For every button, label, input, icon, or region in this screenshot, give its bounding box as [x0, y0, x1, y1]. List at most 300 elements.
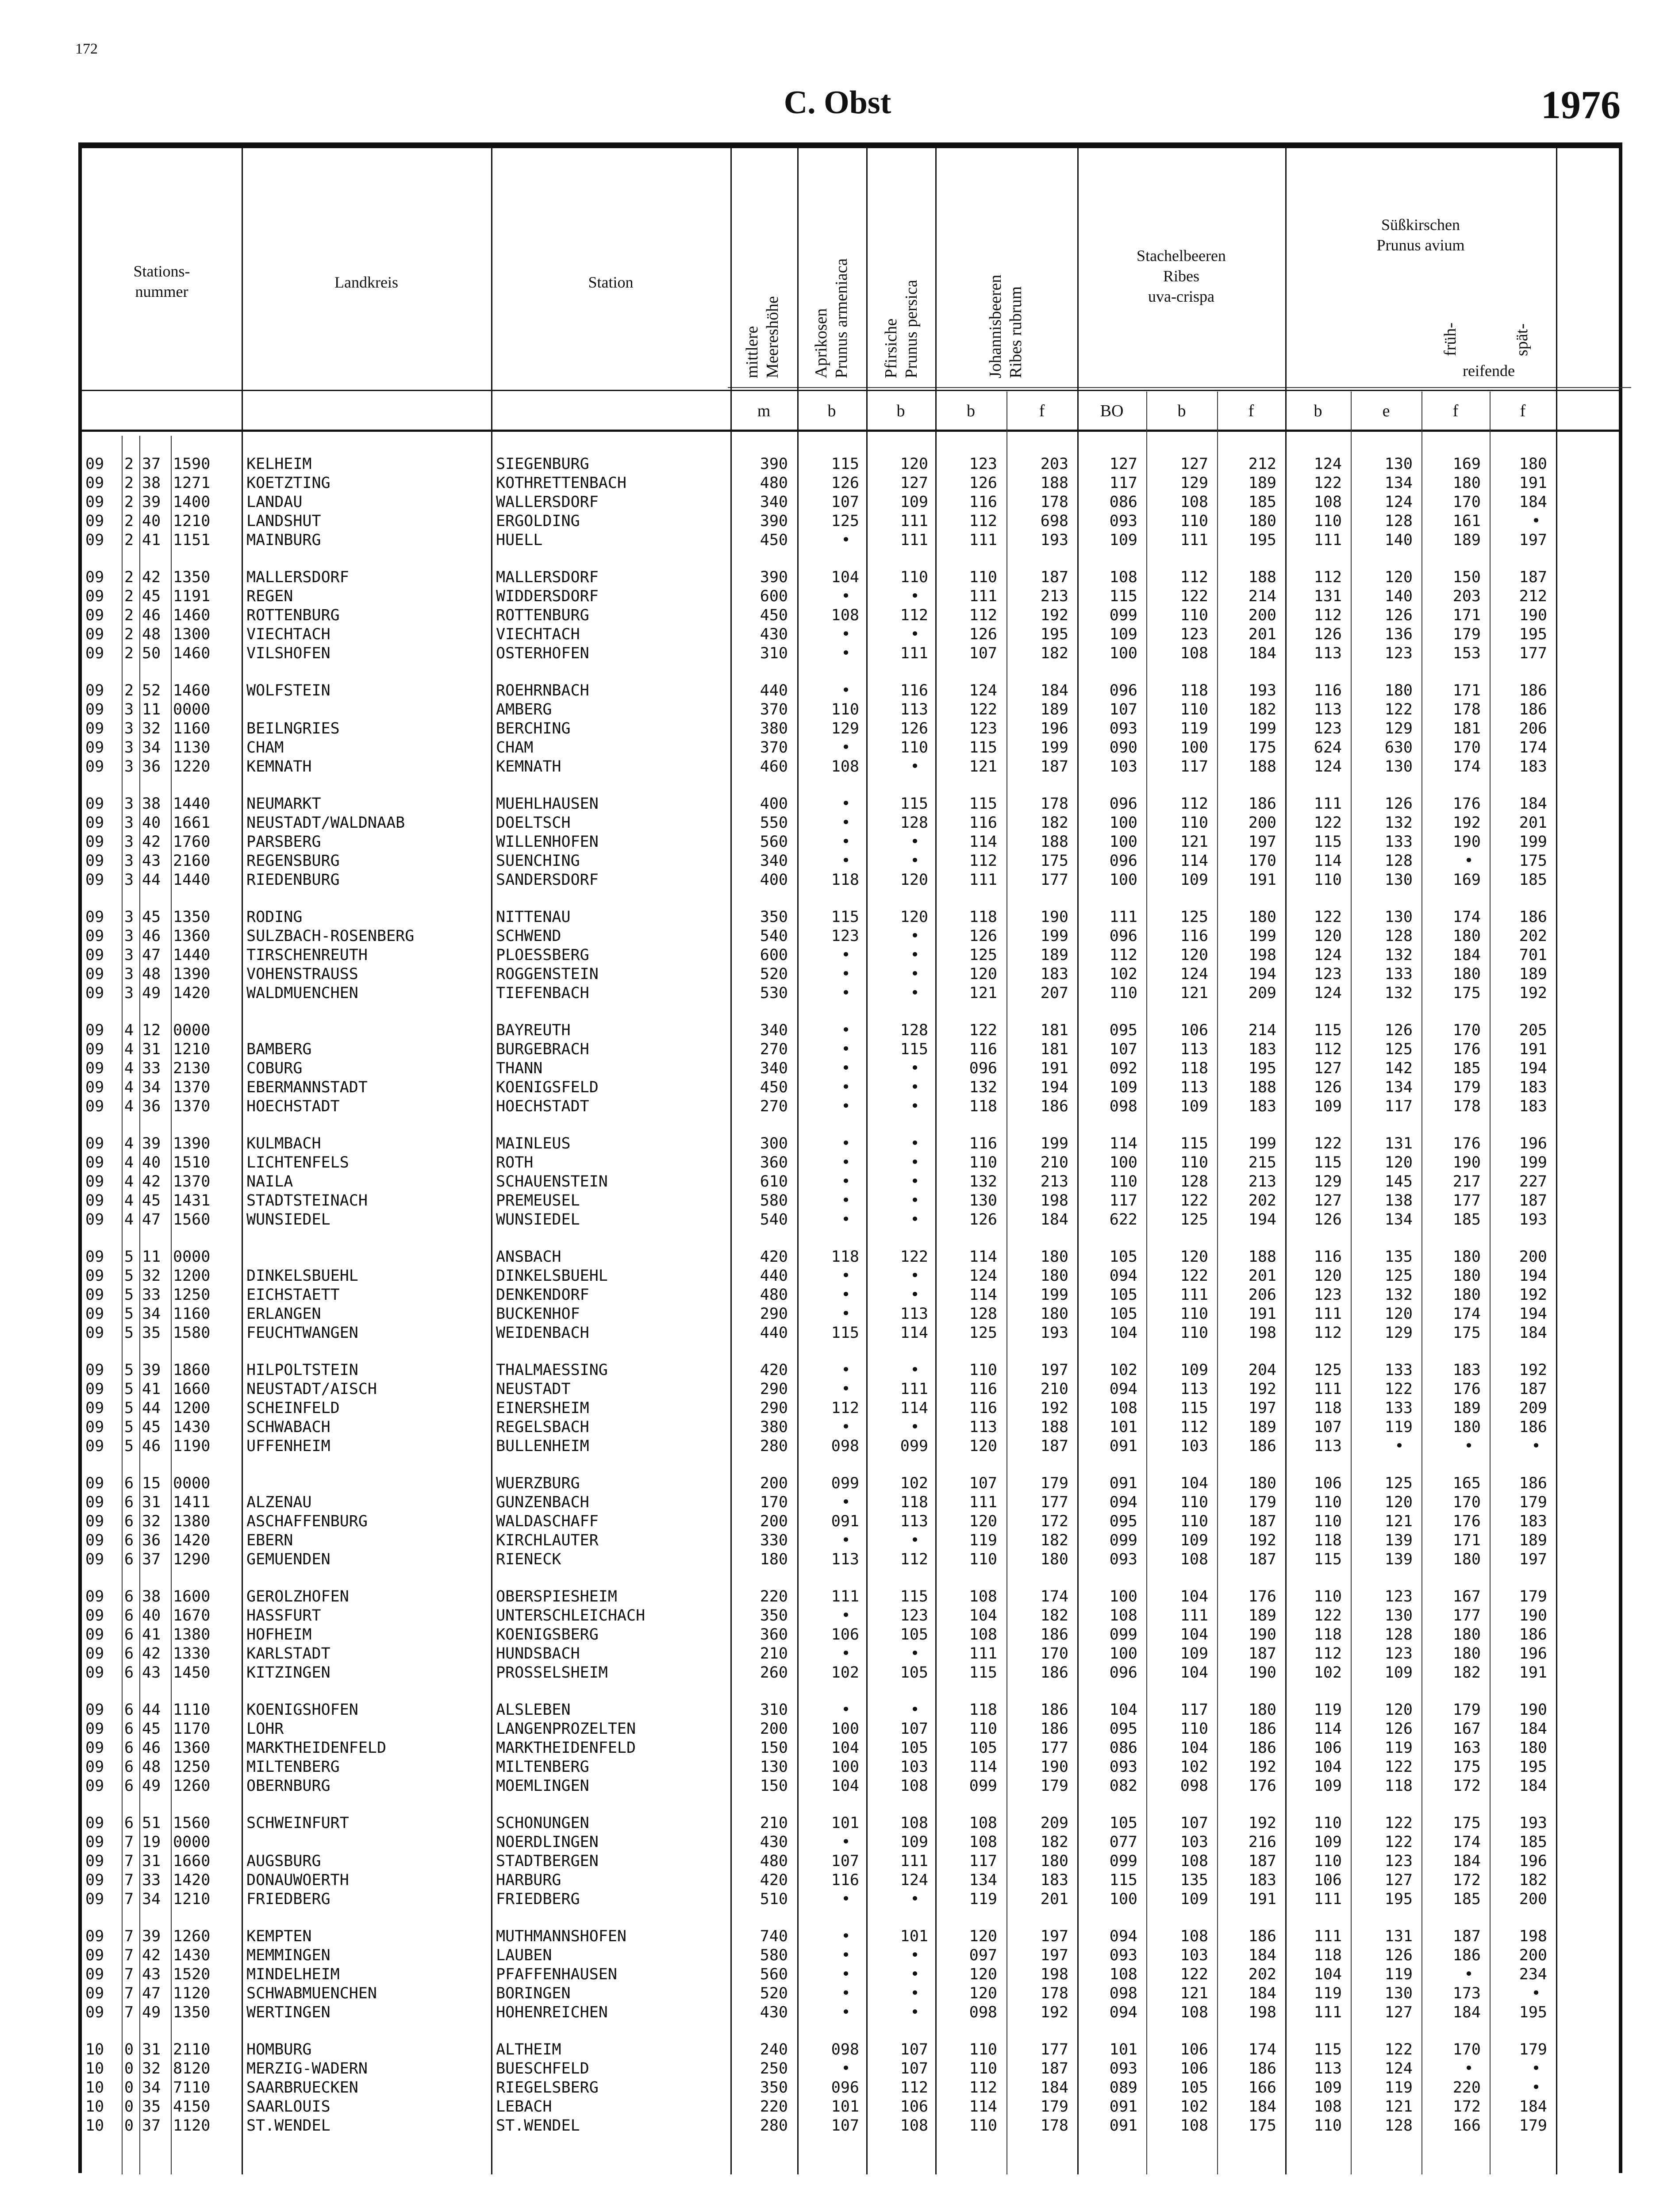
cell-johannisbeeren-b: 099 [969, 1777, 997, 1795]
cell-bezirk: 6 [124, 1607, 134, 1624]
cell-aprikosen-b: 115 [831, 908, 859, 926]
cell-aprikosen-b: • [841, 852, 851, 870]
cell-kreisnr: 48 [142, 965, 161, 983]
cell-stachelbeeren-f: 193 [1248, 682, 1276, 699]
cell-land: 09 [85, 1041, 104, 1058]
cell-bezirk: 7 [124, 1871, 134, 1889]
cell-kirschen-frueh-f: 180 [1452, 1645, 1481, 1663]
cell-aprikosen-b: 101 [831, 1814, 859, 1832]
cell-johannisbeeren-f: 177 [1040, 871, 1068, 889]
cell-kirschen-frueh-f: 180 [1452, 1286, 1481, 1304]
table-row [82, 1965, 1626, 1984]
cell-pfirsiche-b: 109 [900, 493, 928, 511]
cell-hoehe: 550 [760, 814, 788, 832]
table-row [82, 511, 1626, 531]
cell-kirschen-b: 113 [1314, 645, 1342, 662]
cell-bezirk: 4 [124, 1060, 134, 1077]
cell-johannisbeeren-f: 183 [1040, 1871, 1068, 1889]
cell-pfirsiche-b: • [910, 758, 920, 776]
cell-bezirk: 2 [124, 512, 134, 530]
cell-bezirk: 5 [124, 1437, 134, 1455]
cell-johannisbeeren-f: 181 [1040, 1022, 1068, 1039]
cell-johannisbeeren-b: 116 [969, 1041, 997, 1058]
cell-bezirk: 3 [124, 758, 134, 776]
cell-kirschen-b: 106 [1314, 1871, 1342, 1889]
cell-kirschen-b: 118 [1314, 1399, 1342, 1417]
cell-bezirk: 2 [124, 588, 134, 605]
cell-hoehe: 460 [760, 758, 788, 776]
cell-station: DENKENDORF [496, 1286, 589, 1304]
cell-landkreis: MARKTHEIDENFELD [246, 1739, 387, 1757]
cell-bezirk: 5 [124, 1399, 134, 1417]
cell-pfirsiche-b: • [910, 2004, 920, 2021]
cell-landkreis: KOENIGSHOFEN [246, 1701, 358, 1719]
cell-stachelbeeren-f: 206 [1248, 1286, 1276, 1304]
cell-aprikosen-b: • [841, 1380, 851, 1398]
cell-kirschen-frueh-f: 176 [1452, 795, 1481, 813]
cell-kennziffer: 1460 [173, 645, 211, 662]
cell-kirschen-b: 111 [1314, 795, 1342, 813]
table-row [82, 851, 1626, 871]
cell-bezirk: 7 [124, 1966, 134, 1983]
cell-kennziffer: 1120 [173, 2117, 211, 2135]
cell-kreisnr: 38 [142, 1588, 161, 1605]
cell-hoehe: 420 [760, 1361, 788, 1379]
table-row [82, 1379, 1626, 1399]
cell-landkreis: KELHEIM [246, 455, 312, 473]
cell-kennziffer: 1370 [173, 1098, 211, 1115]
cell-stachelbeeren-b: 120 [1180, 1248, 1208, 1266]
cell-station: LAUBEN [496, 1947, 552, 1964]
cell-kirschen-e: 119 [1384, 2079, 1413, 2097]
table-row [82, 1172, 1626, 1191]
cell-hoehe: 310 [760, 645, 788, 662]
cell-hoehe: 350 [760, 2079, 788, 2097]
cell-aprikosen-b: • [841, 1079, 851, 1096]
cell-stachelbeeren-b: 109 [1180, 1098, 1208, 1115]
cell-station: SIEGENBURG [496, 455, 589, 473]
cell-landkreis: VILSHOFEN [246, 645, 330, 662]
cell-kennziffer: 0000 [173, 1022, 211, 1039]
cell-kirschen-spaet-f: 179 [1519, 1588, 1547, 1605]
cell-kirschen-b: 126 [1314, 626, 1342, 643]
cell-stachelbeeren-bo: 090 [1109, 739, 1137, 757]
cell-kennziffer: 1661 [173, 814, 211, 832]
cell-johannisbeeren-f: 193 [1040, 1324, 1068, 1342]
table-row [82, 1078, 1626, 1097]
cell-kirschen-frueh-f: 180 [1452, 474, 1481, 492]
cell-stachelbeeren-f: 180 [1248, 512, 1276, 530]
cell-pfirsiche-b: 105 [900, 1739, 928, 1757]
cell-johannisbeeren-b: 132 [969, 1079, 997, 1096]
cell-kreisnr: 49 [142, 984, 161, 1002]
cell-johannisbeeren-f: 198 [1040, 1192, 1068, 1210]
cell-station: HOECHSTADT [496, 1098, 589, 1115]
cell-kennziffer: 1510 [173, 1154, 211, 1171]
cell-pfirsiche-b: • [910, 1890, 920, 1908]
cell-kirschen-b: 122 [1314, 474, 1342, 492]
cell-kennziffer: 1440 [173, 946, 211, 964]
cell-kreisnr: 36 [142, 1532, 161, 1549]
cell-johannisbeeren-b: 116 [969, 1399, 997, 1417]
cell-stachelbeeren-bo: 117 [1109, 474, 1137, 492]
cell-hoehe: 400 [760, 871, 788, 889]
cell-station: STADTBERGEN [496, 1852, 599, 1870]
cell-kirschen-frueh-f: 184 [1452, 946, 1481, 964]
table-row [82, 1323, 1626, 1343]
cell-bezirk: 5 [124, 1380, 134, 1398]
cell-stachelbeeren-f: 174 [1248, 2041, 1276, 2058]
cell-kirschen-e: 133 [1384, 965, 1413, 983]
cell-kirschen-b: 123 [1314, 965, 1342, 983]
cell-stachelbeeren-f: 180 [1248, 1701, 1276, 1719]
cell-kirschen-frueh-f: 170 [1452, 2041, 1481, 2058]
cell-kennziffer: 1430 [173, 1418, 211, 1436]
cell-kirschen-frueh-f: 173 [1452, 1985, 1481, 2002]
cell-aprikosen-b: • [841, 1947, 851, 1964]
cell-johannisbeeren-b: 116 [969, 814, 997, 832]
cell-kirschen-frueh-f: • [1464, 852, 1474, 870]
cell-kreisnr: 43 [142, 852, 161, 870]
cell-aprikosen-b: 102 [831, 1664, 859, 1682]
cell-station: ANSBACH [496, 1248, 561, 1266]
cell-johannisbeeren-f: 180 [1040, 1248, 1068, 1266]
cell-stachelbeeren-b: 110 [1180, 512, 1208, 530]
table-row [82, 1021, 1626, 1040]
cell-johannisbeeren-f: 172 [1040, 1513, 1068, 1530]
table-row [82, 832, 1626, 852]
cell-johannisbeeren-b: 119 [969, 1890, 997, 1908]
cell-kirschen-e: 126 [1384, 1022, 1413, 1039]
cell-kirschen-spaet-f: 209 [1519, 1399, 1547, 1417]
cell-landkreis: NAILA [246, 1173, 293, 1190]
cell-aprikosen-b: 115 [831, 1324, 859, 1342]
cell-johannisbeeren-b: 111 [969, 588, 997, 605]
cell-stachelbeeren-bo: 115 [1109, 588, 1137, 605]
cell-kirschen-e: 131 [1384, 1135, 1413, 1152]
cell-stachelbeeren-f: 186 [1248, 795, 1276, 813]
header-bottom-rule [82, 430, 1619, 432]
cell-pfirsiche-b: 103 [900, 1758, 928, 1776]
table-row [82, 1550, 1626, 1569]
cell-stachelbeeren-f: 195 [1248, 531, 1276, 549]
cell-land: 09 [85, 607, 104, 624]
cell-aprikosen-b: 091 [831, 1513, 859, 1530]
cell-land: 09 [85, 1626, 104, 1644]
cell-stachelbeeren-b: 103 [1180, 1947, 1208, 1964]
cell-stachelbeeren-bo: 094 [1109, 1380, 1137, 1398]
cell-stachelbeeren-bo: 091 [1109, 1475, 1137, 1492]
cell-landkreis: LICHTENFELS [246, 1154, 349, 1171]
cell-kirschen-e: 134 [1384, 1079, 1413, 1096]
cell-hoehe: 520 [760, 1985, 788, 2002]
cell-stachelbeeren-bo: 099 [1109, 1626, 1137, 1644]
cell-hoehe: 170 [760, 1494, 788, 1511]
cell-landkreis: STADTSTEINACH [246, 1192, 368, 1210]
cell-kirschen-e: 129 [1384, 1324, 1413, 1342]
cell-stachelbeeren-f: 189 [1248, 474, 1276, 492]
cell-kirschen-spaet-f: 196 [1519, 1645, 1547, 1663]
cell-johannisbeeren-f: 177 [1040, 1739, 1068, 1757]
cell-land: 09 [85, 1418, 104, 1436]
cell-aprikosen-b: • [841, 1060, 851, 1077]
cell-kirschen-e: 130 [1384, 908, 1413, 926]
cell-aprikosen-b: 108 [831, 607, 859, 624]
cell-kirschen-spaet-f: 191 [1519, 1041, 1547, 1058]
cell-kirschen-b: 127 [1314, 1060, 1342, 1077]
table-row [82, 587, 1626, 606]
cell-station: GUNZENBACH [496, 1494, 589, 1511]
cell-kirschen-spaet-f: 198 [1519, 1928, 1547, 1945]
cell-stachelbeeren-f: 184 [1248, 2098, 1276, 2116]
cell-kennziffer: 1190 [173, 1437, 211, 1455]
cell-stachelbeeren-f: 209 [1248, 984, 1276, 1002]
cell-hoehe: 340 [760, 1060, 788, 1077]
cell-bezirk: 3 [124, 739, 134, 757]
cell-johannisbeeren-f: 174 [1040, 1588, 1068, 1605]
cell-kirschen-spaet-f: 193 [1519, 1211, 1547, 1229]
cell-kennziffer: 2130 [173, 1060, 211, 1077]
cell-stachelbeeren-b: 106 [1180, 1022, 1208, 1039]
cell-station: PROSSELSHEIM [496, 1664, 608, 1682]
cell-kirschen-frueh-f: 163 [1452, 1739, 1481, 1757]
cell-kirschen-b: 108 [1314, 2098, 1342, 2116]
cell-kreisnr: 36 [142, 1098, 161, 1115]
cell-kirschen-spaet-f: 205 [1519, 1022, 1547, 1039]
cell-station: KOENIGSBERG [496, 1626, 599, 1644]
table-row [82, 1757, 1626, 1777]
cell-bezirk: 6 [124, 1532, 134, 1549]
cell-stachelbeeren-b: 135 [1180, 1871, 1208, 1889]
cell-stachelbeeren-f: 180 [1248, 908, 1276, 926]
cell-landkreis: KITZINGEN [246, 1664, 330, 1682]
cell-kirschen-b: 113 [1314, 2060, 1342, 2078]
cell-stachelbeeren-f: 194 [1248, 965, 1276, 983]
cell-land: 10 [85, 2079, 104, 2097]
cell-bezirk: 0 [124, 2060, 134, 2078]
cell-kirschen-spaet-f: 180 [1519, 1739, 1547, 1757]
cell-kirschen-b: 111 [1314, 1928, 1342, 1945]
cell-stachelbeeren-bo: 110 [1109, 984, 1137, 1002]
table-row [82, 1040, 1626, 1059]
cell-bezirk: 5 [124, 1248, 134, 1266]
cell-kirschen-e: • [1395, 1437, 1404, 1455]
cell-land: 09 [85, 1890, 104, 1908]
cell-land: 09 [85, 512, 104, 530]
cell-stachelbeeren-bo: 107 [1109, 1041, 1137, 1058]
cell-station: MILTENBERG [496, 1758, 589, 1776]
cell-kirschen-e: 140 [1384, 588, 1413, 605]
cell-station: WILLENHOFEN [496, 833, 599, 851]
cell-landkreis: ROTTENBURG [246, 607, 340, 624]
cell-station: PREMEUSEL [496, 1192, 580, 1210]
cell-hoehe: 390 [760, 568, 788, 586]
cell-hoehe: 260 [760, 1664, 788, 1682]
cell-stachelbeeren-f: 183 [1248, 1098, 1276, 1115]
cell-stachelbeeren-b: 108 [1180, 645, 1208, 662]
cell-kreisnr: 48 [142, 1758, 161, 1776]
cell-kennziffer: 1210 [173, 1041, 211, 1058]
cell-aprikosen-b: 118 [831, 871, 859, 889]
cell-pfirsiche-b: 108 [900, 1777, 928, 1795]
cell-land: 09 [85, 1475, 104, 1492]
cell-pfirsiche-b: 110 [900, 739, 928, 757]
cell-kirschen-spaet-f: 192 [1519, 984, 1547, 1002]
cell-land: 09 [85, 1607, 104, 1624]
cell-kirschen-frueh-f: 185 [1452, 1060, 1481, 1077]
table-row [82, 1851, 1626, 1871]
cell-kirschen-e: 120 [1384, 1154, 1413, 1171]
cell-kennziffer: 1760 [173, 833, 211, 851]
cell-aprikosen-b: • [841, 1041, 851, 1058]
cell-stachelbeeren-bo: 105 [1109, 1814, 1137, 1832]
cell-kennziffer: 1380 [173, 1626, 211, 1644]
cell-aprikosen-b: 110 [831, 701, 859, 718]
cell-pfirsiche-b: 114 [900, 1324, 928, 1342]
cell-landkreis: ST.WENDEL [246, 2117, 330, 2135]
cell-bezirk: 7 [124, 1947, 134, 1964]
cell-kreisnr: 38 [142, 474, 161, 492]
cell-kirschen-frueh-f: 175 [1452, 1814, 1481, 1832]
cell-land: 10 [85, 2117, 104, 2135]
cell-stachelbeeren-b: 109 [1180, 1645, 1208, 1663]
cell-hoehe: 420 [760, 1248, 788, 1266]
cell-bezirk: 4 [124, 1154, 134, 1171]
cell-stachelbeeren-bo: 094 [1109, 1267, 1137, 1285]
cell-landkreis: WERTINGEN [246, 2004, 330, 2021]
cell-stachelbeeren-b: 109 [1180, 1361, 1208, 1379]
cell-stachelbeeren-b: 125 [1180, 908, 1208, 926]
cell-johannisbeeren-b: 116 [969, 493, 997, 511]
cell-land: 09 [85, 871, 104, 889]
cell-johannisbeeren-f: 182 [1040, 1532, 1068, 1549]
cell-johannisbeeren-b: 114 [969, 833, 997, 851]
cell-station: BERCHING [496, 720, 571, 737]
cell-kirschen-spaet-f: 183 [1519, 758, 1547, 776]
cell-stachelbeeren-f: 191 [1248, 1890, 1276, 1908]
cell-bezirk: 6 [124, 1588, 134, 1605]
cell-kirschen-b: 127 [1314, 1192, 1342, 1210]
cell-pfirsiche-b: • [910, 1192, 920, 1210]
cell-stachelbeeren-b: 125 [1180, 1211, 1208, 1229]
cell-stachelbeeren-bo: 099 [1109, 1532, 1137, 1549]
cell-hoehe: 510 [760, 1890, 788, 1908]
unit-hoehe: m [757, 402, 771, 420]
cell-kirschen-spaet-f: 212 [1519, 588, 1547, 605]
cell-kreisnr: 40 [142, 1154, 161, 1171]
cell-aprikosen-b: • [841, 1305, 851, 1323]
cell-stachelbeeren-bo: 099 [1109, 607, 1137, 624]
cell-land: 09 [85, 1966, 104, 1983]
cell-johannisbeeren-b: 123 [969, 455, 997, 473]
header-spaet: spät- [1513, 323, 1531, 356]
cell-landkreis: COBURG [246, 1060, 303, 1077]
cell-hoehe: 580 [760, 1192, 788, 1210]
cell-kirschen-b: 115 [1314, 833, 1342, 851]
cell-stachelbeeren-bo: 105 [1109, 1286, 1137, 1304]
cell-aprikosen-b: • [841, 1645, 851, 1663]
cell-kreisnr: 41 [142, 531, 161, 549]
cell-kennziffer: 1110 [173, 1701, 211, 1719]
cell-stachelbeeren-b: 110 [1180, 1494, 1208, 1511]
cell-stachelbeeren-f: 188 [1248, 568, 1276, 586]
cell-aprikosen-b: • [841, 1211, 851, 1229]
cell-stachelbeeren-b: 104 [1180, 1588, 1208, 1605]
cell-land: 09 [85, 1947, 104, 1964]
cell-kreisnr: 49 [142, 2004, 161, 2021]
cell-johannisbeeren-f: 178 [1040, 2117, 1068, 2135]
table-row [82, 2097, 1626, 2116]
cell-aprikosen-b: • [841, 795, 851, 813]
cell-landkreis: FRIEDBERG [246, 1890, 330, 1908]
cell-station: WIDDERSDORF [496, 588, 599, 605]
cell-kirschen-b: 122 [1314, 1135, 1342, 1152]
cell-johannisbeeren-f: 213 [1040, 1173, 1068, 1190]
cell-kennziffer: 1431 [173, 1192, 211, 1210]
cell-johannisbeeren-b: 116 [969, 1135, 997, 1152]
cell-pfirsiche-b: 111 [900, 512, 928, 530]
cell-hoehe: 340 [760, 1022, 788, 1039]
cell-landkreis: LANDSHUT [246, 512, 321, 530]
cell-kennziffer: 1430 [173, 1947, 211, 1964]
cell-kennziffer: 1170 [173, 1720, 211, 1738]
cell-stachelbeeren-bo: 082 [1109, 1777, 1137, 1795]
cell-kirschen-spaet-f: 190 [1519, 1607, 1547, 1624]
cell-hoehe: 610 [760, 1173, 788, 1190]
table-row [82, 813, 1626, 833]
cell-kirschen-spaet-f: 190 [1519, 607, 1547, 624]
cell-johannisbeeren-f: 197 [1040, 1928, 1068, 1945]
cell-stachelbeeren-f: 202 [1248, 1192, 1276, 1210]
cell-kennziffer: 0000 [173, 1248, 211, 1266]
cell-kirschen-e: 126 [1384, 607, 1413, 624]
cell-land: 09 [85, 927, 104, 945]
cell-aprikosen-b: • [841, 588, 851, 605]
cell-station: VIECHTACH [496, 626, 580, 643]
cell-land: 09 [85, 795, 104, 813]
cell-johannisbeeren-b: 105 [969, 1739, 997, 1757]
cell-kennziffer: 1420 [173, 1532, 211, 1549]
cell-aprikosen-b: • [841, 946, 851, 964]
cell-stachelbeeren-f: 202 [1248, 1966, 1276, 1983]
header-reifende: reifende [1463, 362, 1515, 380]
cell-kreisnr: 35 [142, 2098, 161, 2116]
cell-hoehe: 370 [760, 739, 788, 757]
cell-stachelbeeren-bo: 094 [1109, 2004, 1137, 2021]
table-row [82, 1153, 1626, 1172]
cell-kirschen-spaet-f: 174 [1519, 739, 1547, 757]
cell-stachelbeeren-b: 106 [1180, 2041, 1208, 2058]
cell-kirschen-b: 123 [1314, 720, 1342, 737]
cell-kreisnr: 11 [142, 701, 161, 718]
cell-hoehe: 560 [760, 833, 788, 851]
cell-kirschen-b: 111 [1314, 1305, 1342, 1323]
cell-kirschen-frueh-f: 176 [1452, 1135, 1481, 1152]
cell-johannisbeeren-b: 123 [969, 720, 997, 737]
cell-kirschen-b: 111 [1314, 1380, 1342, 1398]
cell-kirschen-frueh-f: 189 [1452, 531, 1481, 549]
cell-bezirk: 5 [124, 1324, 134, 1342]
cell-landkreis: BEILNGRIES [246, 720, 340, 737]
cell-land: 09 [85, 1758, 104, 1776]
cell-hoehe: 520 [760, 965, 788, 983]
cell-johannisbeeren-b: 097 [969, 1947, 997, 1964]
cell-stachelbeeren-bo: 111 [1109, 908, 1137, 926]
cell-kirschen-spaet-f: 234 [1519, 1966, 1547, 1983]
cell-aprikosen-b: 129 [831, 720, 859, 737]
cell-kirschen-e: 123 [1384, 1588, 1413, 1605]
cell-kirschen-b: 126 [1314, 1079, 1342, 1096]
